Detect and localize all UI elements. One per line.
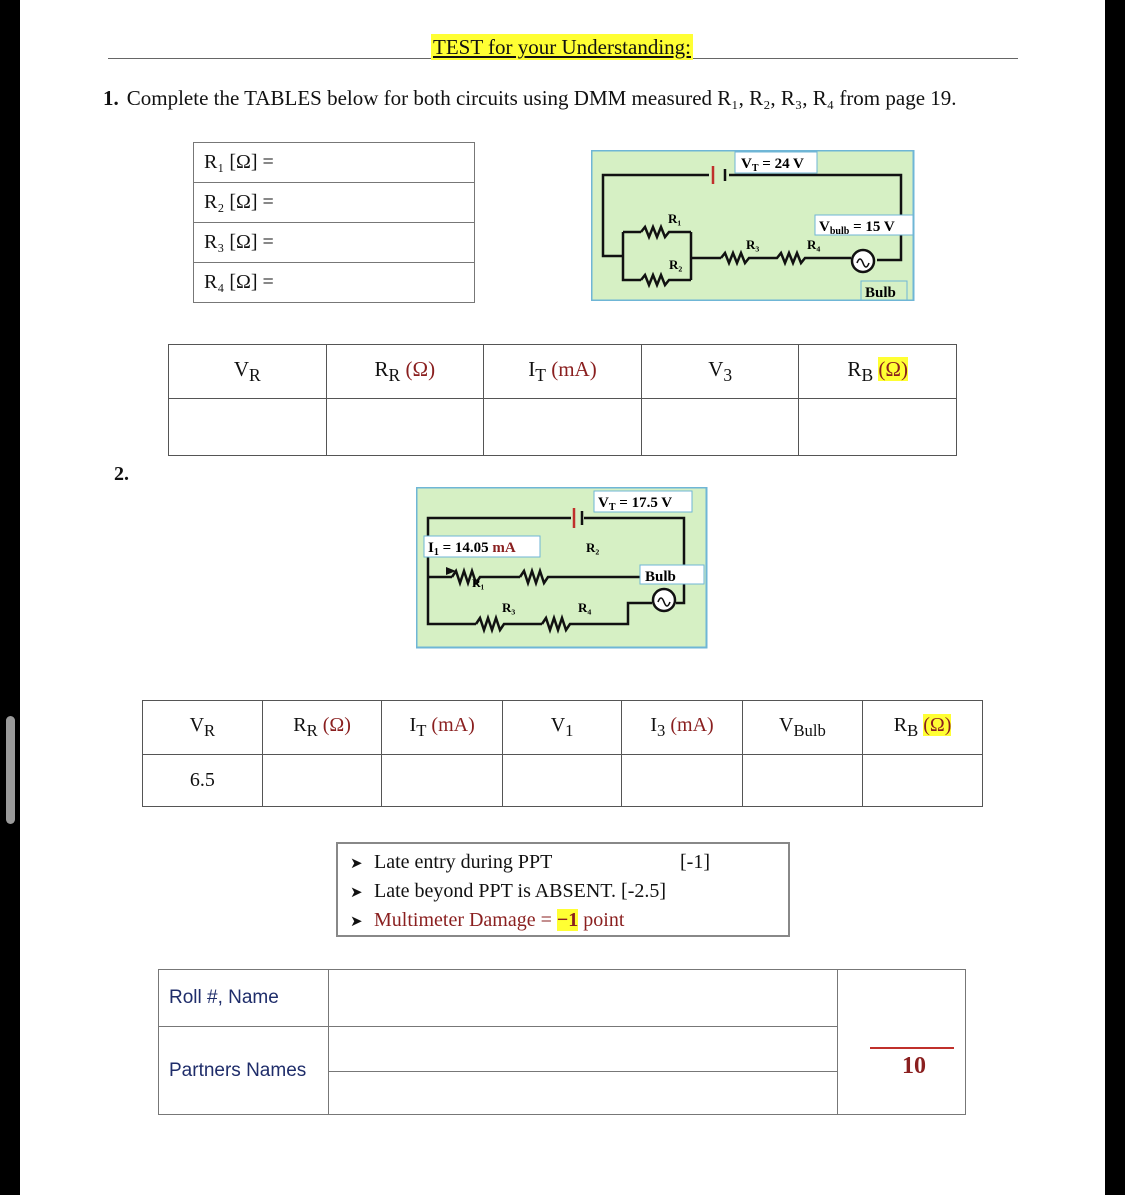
circuit-2-r3: R₃ (502, 600, 516, 615)
resistor-row (194, 263, 475, 303)
table-row (143, 755, 983, 807)
table2-cell-v1[interactable] (502, 755, 622, 807)
table1-cell-it[interactable] (484, 399, 642, 456)
question-1-text: Complete the TABLES below for both circuits using DMM measured R₁, R₂, R₃, R₄ from page 19. (126, 86, 957, 110)
table-row (169, 399, 957, 456)
resistor-r3-label[interactable]: R₃ [Ω] = (194, 223, 475, 263)
table2-cell-vbulb[interactable] (742, 755, 862, 807)
score-total: 10 (902, 1053, 926, 1079)
scrollbar[interactable] (6, 716, 15, 824)
page-title: TEST for your Understanding: (433, 35, 691, 59)
circuit-2-results-table (142, 700, 983, 807)
note-late-absent: ➤ Late beyond PPT is ABSENT. [-2.5] (350, 880, 667, 902)
table1-cell-vr[interactable] (169, 399, 327, 456)
score-fraction-line (870, 1047, 954, 1049)
table2-header-v1: $V_1$ (502, 701, 622, 755)
table2-cell-i3[interactable] (622, 755, 742, 807)
table2-cell-vr[interactable]: 6.5 (143, 755, 263, 807)
resistor-row (194, 223, 475, 263)
table1-header-rr: $R_R$ (Ω) (326, 345, 484, 399)
roll-name-label: Roll #, Name (169, 987, 279, 1008)
circuit-1-r4: R₄ (807, 237, 821, 252)
question-1 (103, 86, 957, 111)
circuit-1-r2: R₂ (669, 257, 683, 272)
table2-cell-rr[interactable] (262, 755, 382, 807)
resistor-r4-label[interactable]: R₄ [Ω] = (194, 263, 475, 303)
note-multimeter-damage: ➤ Multimeter Damage = −1 point (350, 909, 625, 931)
table1-header-it: $I_T$ (mA) (484, 345, 642, 399)
resistor-row (194, 183, 475, 223)
circuit-1-results-table (168, 344, 957, 456)
circuit-2-r1: R₁ (472, 576, 485, 590)
penalty-notes-box (336, 842, 790, 937)
table2-header-rr: $R_R$ (Ω) (262, 701, 382, 755)
svg-text:Vbulb = 15 V: $V_{bulb} = 15$ V (819, 219, 895, 237)
circuit-2-diagram (416, 487, 708, 649)
table1-header-rb: $R_B$ (Ω) (799, 345, 957, 399)
question-2-number: 2. (114, 463, 129, 485)
table2-cell-rb[interactable] (863, 755, 983, 807)
table1-cell-v3[interactable] (641, 399, 798, 456)
table1-header-vr: $V_R$ (169, 345, 327, 399)
table1-header-v3: $V_3$ (641, 345, 798, 399)
table2-header-vr: $V_R$ (143, 701, 263, 755)
circuit-2-bulb-label: Bulb (645, 569, 676, 585)
table-header-row (169, 345, 957, 399)
partners-names-label: Partners Names (169, 1060, 307, 1081)
arrow-bullet-icon: ➤ (350, 885, 363, 901)
circuit-2-r4: R₄ (578, 600, 592, 615)
circuit-1-r1: R₁ (668, 211, 682, 226)
question-1-number: 1. (103, 86, 119, 110)
svg-text:I1 = 14.05 mA: $I_1 = 14.05$ mA (428, 540, 516, 558)
table2-header-i3: $I_3$ (mA) (622, 701, 742, 755)
table-header-row (143, 701, 983, 755)
circuit-1-diagram (591, 150, 915, 301)
note-late-entry: ➤ Late entry during PPT [-1] (350, 851, 710, 873)
table1-cell-rr[interactable] (326, 399, 484, 456)
roll-name-field[interactable] (330, 971, 836, 1025)
table1-cell-rb[interactable] (799, 399, 957, 456)
table2-header-it: $I_T$ (mA) (382, 701, 502, 755)
resistor-r1-label[interactable]: R₁ [Ω] = (194, 143, 475, 183)
student-info-table (158, 969, 966, 1115)
svg-text:VT = 17.5 V: $V_T = 17.5$ V (598, 495, 673, 513)
worksheet-page (20, 0, 1105, 1195)
svg-text:VT = 24 V: $V_T = 24$ V (741, 156, 804, 174)
arrow-bullet-icon: ➤ (350, 856, 363, 872)
table2-cell-it[interactable] (382, 755, 502, 807)
table2-header-vbulb: $V_{Bulb}$ (742, 701, 862, 755)
resistor-row (194, 143, 475, 183)
circuit-1-r3: R₃ (746, 237, 760, 252)
resistor-r2-label[interactable]: R₂ [Ω] = (194, 183, 475, 223)
arrow-bullet-icon: ➤ (350, 914, 363, 930)
circuit-1-bulb-label: Bulb (865, 285, 896, 301)
circuit-2-r2: R₂ (586, 540, 600, 555)
resistor-values-table (193, 142, 475, 303)
table2-header-rb: $R_B$ (Ω) (863, 701, 983, 755)
partners-names-field[interactable] (330, 1028, 836, 1114)
